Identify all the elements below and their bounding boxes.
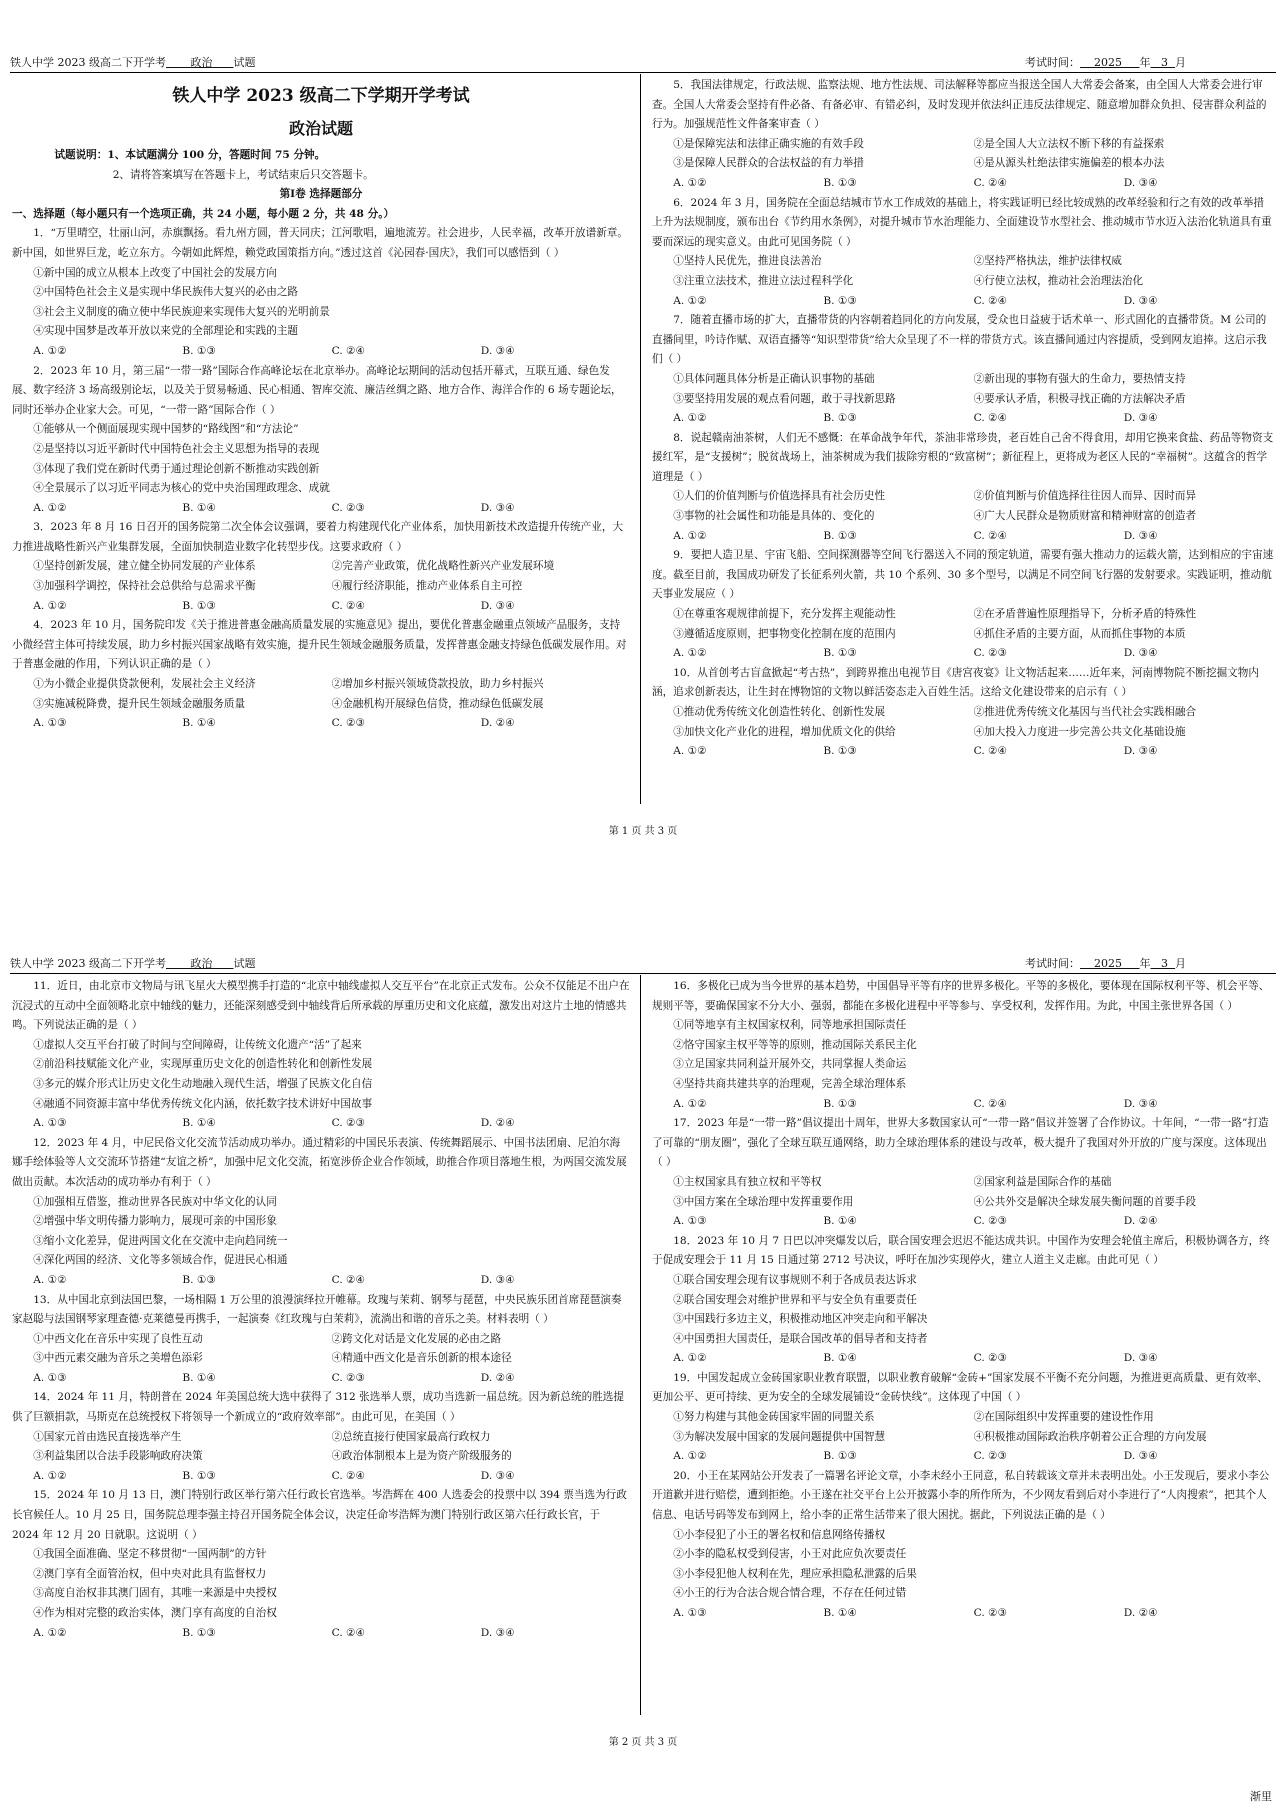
answer-choices: A. ①② B. ①③ C. ②④ D. ③④: [673, 745, 1158, 758]
exam-note-2: 2、请将答案填写在答题卡上，考试结束后只交答题卡。: [112, 168, 374, 181]
left-column: [12, 76, 630, 734]
page-footer: 第 2 页 共 3 页: [608, 1737, 678, 1748]
header-subject: 政治: [190, 56, 213, 69]
answer-choices: A. ①② B. ①③ C. ②④ D. ③④: [673, 176, 1158, 189]
question-12: 12．2023 年 4 月，中尼民俗文化交流节活动成功举办。通过精彩的中国民乐表演、传统舞蹈展示、中国书法团扇、尼泊尔海娜手绘体验等人文交流环节搭建“友谊之桥”，加强中尼文化交流，拓宽涉侨企业合作领域，助推合作项目落地生根，为两国交流发展做出贡献。本次活动的成功举办有利于（ ） ①加强相互借鉴，推动世界各民族对中华文化的认同 ②增强中华文明传播力影响力，展现可亲的中国形象 ③缩小文化差异，促进两国文化在交流中走向趋同统一 ④深化两国的经济、文化等多领域合作，促进民心相通 A. ①② B. ①③ C. ②④ D. ③④: [12, 1134, 630, 1291]
answer-choices: A. ①② B. ①③ C. ②④ D. ③④: [33, 1273, 515, 1286]
question-10: 10．从首创考古盲盒掀起“考古热”，到跨界推出电视节目《唐宫夜宴》让文物活起来……近年来，河南博物院不断挖掘文物内涵，追求创新表达，让生封在博物馆的文物以鲜活姿态走入百姓生活。这给文化建设带来的启示有（ ） ①推动优秀传统文化创造性转化、创新性发展 ②推进优秀传统文化基因与当代社会实践相融合 ③加快文化产业化的进程，增加优质文化的供给 ④加大投入力度进一步完善公共文化基础设施 A. ①② B. ①③ C. ②④ D. ③④: [652, 664, 1274, 762]
column-divider: [640, 975, 641, 1715]
header-left: 铁人中学 2023 级高二下开学考 政治 试题: [10, 56, 256, 69]
answer-choices: A. ①② B. ①③ C. ②④ D. ③④: [33, 344, 515, 357]
answer-choices: A. ①② B. ①③ C. ②④ D. ③④: [33, 599, 515, 612]
answer-choices: A. ①③ B. ①④ C. ②③ D. ②④: [33, 1117, 515, 1130]
question-5: 5．我国法律规定，行政法规、监察法规、地方性法规、司法解释等都应当报送全国人大常委会备案，由全国人大常委会进行审查。全国人大常委会坚持有件必备、有备必审、有错必纠，及时发现并依法纠正违反法律规定、随意增加群众负担、侵害群众利益的行为。加强规范性文件备案审查（ ） ①是保障宪法和法律正确实施的有效手段 ②是全国人大立法权不断下移的有益探索 ③是保障人民群众的合法权益的有力举措 ④是从源头杜绝法律实施偏差的根本办法 A. ①② B. ①③ C. ②④ D. ③④: [652, 76, 1274, 194]
page-1: [0, 0, 1286, 900]
header-time: 考试时间： 2025 年 3 月: [1025, 56, 1186, 69]
question-9: 9．要把人造卫星、宇宙飞船、空间探测器等空间飞行器送入不同的预定轨道，需要有强大推动力的运载火箭，达到相应的宇宙速度。截至目前，我国成功研发了长征系列火箭，共 10 个系列、30 多个型号，以满足不同空间飞行器的发射要求。实践证明，推动航天事业发展应（ ） ①在尊重客观规律前提下，充分发挥主观能动性 ②在矛盾普遍性原理指导下，分析矛盾的特殊性 ③遵循适度原则，把事物变化控制在度的范围内 ④抓住矛盾的主要方面，从而抓住事物的本质 A. ①② B. ①③ C. ②③ D. ③④: [652, 546, 1274, 664]
question-14: 14．2024 年 11 月，特朗普在 2024 年美国总统大选中获得了 312 张选举人票，成功当选新一届总统。因为新总统的胜选提供了巨额捐款，马斯克在总统授权下将领导一个新成立的“政府效率部”。由此可见，在美国（ ） ①国家元首由选民直接选举产生 ②总统直接行使国家最高行政权力 ③利益集团以合法手段影响政府决策 ④政治体制根本上是为资产阶级服务的 A. ①② B. ①③ C. ②④ D. ③④: [12, 1388, 630, 1486]
question-1: 1．“万里晴空，壮丽山河，赤旗飘扬。看九州方圆，普天同庆；江河歌唱，遍地流芳。社会进步，人民幸福，改革开放谱新章。新中国，如世界巨龙，屹立东方。今朝如此辉煌，赖党政国策指方向。”透过这首《沁园春·国庆》，我们可以感悟到（ ） ①新中国的成立从根本上改变了中国社会的发展方向 ②中国特色社会主义是实现中华民族伟大复兴的必由之路 ③社会主义制度的确立使中华民族迎来实现伟大复兴的光明前景 ④实现中国梦是改革开放以来党的全部理论和实践的主题 A. ①② B. ①③ C. ②④ D. ③④: [12, 224, 630, 361]
left-column: [12, 977, 630, 1643]
header-subject: 政治: [190, 957, 213, 970]
question-4: 4．2023 年 10 月，国务院印发《关于推进普惠金融高质量发展的实施意见》提出，要优化普惠金融重点领域产品服务，支持小微经营主体可持续发展，助力乡村振兴国家战略有效实施，提升民生领域金融服务质量，发挥普惠金融支持绿色低碳发展作用。对于普惠金融的作用，下列认识正确的是（ ） ①为小微企业提供贷款便利，发展社会主义经济 ②增加乡村振兴领域贷款投放，助力乡村振兴 ③实施减税降费，提升民生领域金融服务质量 ④金融机构开展绿色信贷，推动绿色低碳发展 A. ①③ B. ①④ C. ②③ D. ②④: [12, 616, 630, 734]
answer-choices: A. ①② B. ①④ C. ②③ D. ③④: [673, 1352, 1158, 1365]
page-header: [10, 54, 1276, 73]
question-7: 7．随着直播市场的扩大，直播带货的内容朝着趋同化的方向发展，受众也日益疲于话术单一、形式固化的直播带货。M 公司的直播间里，吟诗作赋、双语直播等“知识型带货”给大众呈现了不一样的带货方式。该直播间通过内容提质，受到网友追捧。这启示我们（ ） ①具体问题具体分析是正确认识事物的基础 ②新出现的事物有强大的生命力，要热情支持 ③要坚持用发展的观点看问题，敢于寻找新思路 ④要承认矛盾，积极寻找正确的方法解决矛盾 A. ①② B. ①③ C. ②④ D. ③④: [652, 311, 1274, 429]
question-16: 16．多极化已成为当今世界的基本趋势，中国倡导平等有序的世界多极化。平等的多极化，要体现在国际权利平等、机会平等、规则平等，要确保国家不分大小、强弱，都能在多极化进程中平等参与、享受权利，发挥作用。为此，中国主张世界各国（ ） ①同等地享有主权国家权利，同等地承担国际责任 ②恪守国家主权平等等的原则，推动国际关系民主化 ③立足国家共同利益开展外交，共同掌握人类命运 ④坚持共商共建共享的治理观，完善全球治理体系 A. ①② B. ①③ C. ②④ D. ③④: [652, 977, 1274, 1114]
question-20: 20．小王在某网站公开发表了一篇署名评论文章，小李未经小王同意，私自转载该文章并未表明出处。小王发现后，要求小李公开道歉并进行赔偿，遭到拒绝。小王遂在社交平台上公开披露小李的所作所为，不少网友看到后对小李进行了“人肉搜索”，把其个人信息、电话号码等发布到网上，给小李的正常生活带来了很大困扰。据此，下列说法正确的是（ ） ①小李侵犯了小王的署名权和信息网络传播权 ②小李的隐私权受到侵害，小王对此应负次要责任 ③小李侵犯他人权利在先，理应承担隐私泄露的后果 ④小王的行为合法合规合情合理，不存在任何过错 A. ①③ B. ①④ C. ②③ D. ②④: [652, 1467, 1274, 1624]
right-column: [652, 977, 1274, 1624]
part-heading: 一、选择题（每小题只有一个选项正确，共 24 小题，每小题 2 分，共 48 分。）: [12, 207, 395, 220]
question-15: 15．2024 年 10 月 13 日，澳门特别行政区举行第六任行政长官选举。岑浩辉在 400 人选委会的投票中以 394 票当选为行政长官候任人。10 月 25 日，国务院总理李强主持召开国务院全体会议，决定任命岑浩辉为澳门特别行政区第六任行政长官，于 2024 年 12 月 20 日就职。这说明（ ） ①我国全面准确、坚定不移贯彻“一国两制”的方针 ②澳门享有全面管治权，但中央对此具有监督权力 ③高度自治权非其澳门固有，其唯一来源是中央授权 ④作为相对完整的政治实体，澳门享有高度的自治权 A. ①② B. ①③ C. ②④ D. ③④: [12, 1486, 630, 1643]
corner-mark: 渐里: [1250, 1790, 1272, 1803]
answer-choices: A. ①② B. ①③ C. ②④ D. ③④: [33, 1626, 515, 1639]
header-left: 铁人中学 2023 级高二下开学考 政治 试题: [10, 957, 256, 970]
answer-choices: A. ①② B. ①③ C. ②④ D. ③④: [673, 1097, 1158, 1110]
answer-choices: A. ①② B. ①③ C. ②④ D. ③④: [673, 412, 1158, 425]
answer-choices: A. ①③ B. ①④ C. ②③ D. ②④: [33, 1371, 515, 1384]
answer-choices: A. ①② B. ①③ C. ②③ D. ③④: [673, 1450, 1158, 1463]
exam-note-1: 试题说明：1、本试题满分 100 分，答题时间 75 分钟。: [54, 149, 326, 161]
question-13: 13．从中国北京到法国巴黎，一场相隔 1 万公里的浪漫演绎拉开帷幕。玫瑰与茉莉、钢琴与琵琶，中央民族乐团首席琵琶演奏家赵聪与法国钢琴家理查德·克莱德曼再携手，一起演奏《红玫瑰与白茉莉》，流淌出和谐的音乐之美。材料表明（ ） ①中西文化在音乐中实现了良性互动 ②跨文化对话是文化发展的必由之路 ③中西元素交融为音乐之美增色添彩 ④精通中西文化是音乐创新的根本途径 A. ①③ B. ①④ C. ②③ D. ②④: [12, 1291, 630, 1389]
header-time: 考试时间： 2025 年 3 月: [1025, 957, 1186, 970]
question-8: 8．说起赣南油茶树，人们无不感慨：在革命战争年代，茶油非常珍贵，老百姓自己舍不得食用，却用它换来食盐、药品等物资支援红军，是“支援树”；脱贫战场上，油茶树成为我们拔除穷根的“致富树”；新征程上，更将成为老区人民的“幸福树”。这蕴含的哲学道理是（ ） ①人们的价值判断与价值选择具有社会历史性 ②价值判断与价值选择往往因人而异、因时而异 ③事物的社会属性和功能是具体的、变化的 ④广大人民群众是物质财富和精神财富的创造者 A. ①② B. ①③ C. ②④ D. ③④: [652, 429, 1274, 547]
answer-choices: A. ①② B. ①③ C. ②④ D. ③④: [33, 1469, 515, 1482]
question-2: 2．2023 年 10 月，第三届“一带一路”国际合作高峰论坛在北京举办。高峰论坛期间的活动包括开幕式，互联互通、绿色发展、数字经济 3 场高级别论坛，以及关于贸易畅通、民心相通、智库交流、廉洁丝绸之路、地方合作、海洋合作的 6 场专题论坛，同时还举办企业家大会。可见，“一带一路”国际合作（ ） ①能够从一个侧面展现实现中国梦的“路线图”和“方法论” ②是坚持以习近平新时代中国特色社会主义思想为指导的表现 ③体现了我们党在新时代勇于通过理论创新不断推动实践创新 ④全景展示了以习近平同志为核心的党中央治国理政理念、成就 A. ①② B. ①④ C. ②③ D. ③④: [12, 362, 630, 519]
answer-choices: A. ①② B. ①③ C. ②④ D. ③④: [673, 529, 1158, 542]
question-18: 18．2023 年 10 月 7 日巴以冲突爆发以后，联合国安理会迟迟不能达成共识。中国作为安理会轮值主席后，积极协调各方，终于促成安理会于 11 月 15 日通过第 2712 号决议，呼吁在加沙实现停火，建立人道主义走廊。由此可见（ ） ①联合国安理会现有议事规则不利于各成员表达诉求 ②联合国安理会对维护世界和平与安全负有重要责任 ③中国践行多边主义，积极推动地区冲突走向和平解决 ④中国勇担大国责任，是联合国改革的倡导者和支持者 A. ①② B. ①④ C. ②③ D. ③④: [652, 1232, 1274, 1369]
right-column: [652, 76, 1274, 762]
question-17: 17．2023 年是“一带一路”倡议提出十周年，世界大多数国家认可“一带一路”倡议并签署了合作协议。十年间，“一带一路”打造了可靠的“朋友圈”，强化了全球互联互通网络，助力全球治理体系的建设与改革，极大提升了我国对外开放的广度与深度。这体现出（ ） ①主权国家具有独立权和平等权 ②国家利益是国际合作的基础 ③中国方案在全球治理中发挥重要作用 ④公共外交是解决全球发展失衡问题的首要手段 A. ①③ B. ①④ C. ②③ D. ②④: [652, 1114, 1274, 1232]
page-footer: 第 1 页 共 3 页: [608, 826, 678, 837]
question-6: 6．2024 年 3 月，国务院在全面总结城市节水工作成效的基础上，将实践证明已经比较成熟的改革经验和行之有效的改革举措上升为法规制度，颁布出台《节约用水条例》，对提升城市节水治理能力、全面建设节水型社会、推动城市节水迈入法治化轨道具有重要而深远的现实意义。由此可见国务院（ ） ①坚持人民优先，推进良法善治 ②坚持严格执法，维护法律权威 ③注重立法技术，推进立法过程科学化 ④行使立法权，推动社会治理法治化 A. ①② B. ①③ C. ②④ D. ③④: [652, 194, 1274, 312]
question-11: 11．近日，由北京市文物局与讯飞星火大模型携手打造的“北京中轴线虚拟人交互平台”在北京正式发布。公众不仅能足不出户在沉浸式的互动中全面领略北京中轴线的魅力，还能深刻感受到中轴线背后所承载的厚重历史和文化底蕴，激发出对这片土地的情感共鸣。下列说法正确的是（ ） ①虚拟人交互平台打破了时间与空间障碍，让传统文化遗产“活”了起来 ②前沿科技赋能文化产业，实现厚重历史文化的创造性转化和创新性发展 ③多元的媒介形式让历史文化生动地融入现代生活，增强了民族文化自信 ④融通不同资源丰富中华优秀传统文化内涵，依托数字技术讲好中国故事 A. ①③ B. ①④ C. ②③ D. ②④: [12, 977, 630, 1134]
question-19: 19．中国发起成立金砖国家职业教育联盟，以职业教育破解“金砖+”国家发展不平衡不充分问题，为推进更高质量、更有效率、更加公平、更可持续、更为安全的全球发展铺设“金砖快线”。这体现了中国（ ） ①努力构建与其他金砖国家牢固的同盟关系 ②在国际组织中发挥重要的建设性作用 ③为解决发展中国家的发展问题提供中国智慧 ④积极推动国际政治秩序朝着公正合理的方向发展 A. ①② B. ①③ C. ②③ D. ③④: [652, 1369, 1274, 1467]
answer-choices: A. ①② B. ①③ C. ②③ D. ③④: [673, 647, 1158, 660]
page-2: [0, 955, 1286, 1814]
answer-choices: A. ①③ B. ①④ C. ②③ D. ②④: [33, 717, 515, 730]
answer-choices: A. ①③ B. ①④ C. ②③ D. ②④: [673, 1607, 1158, 1619]
column-divider: [640, 74, 641, 804]
answer-choices: A. ①② B. ①④ C. ②③ D. ③④: [33, 501, 515, 514]
section-heading: 第Ⅰ卷 选择题部分: [279, 188, 363, 201]
exam-title: 铁人中学 2023 级高二下学期开学考试: [172, 86, 470, 106]
question-3: 3．2023 年 8 月 16 日召开的国务院第二次全体会议强调，要着力构建现代化产业体系，加快用新技术改造提升传统产业，大力推进战略性新兴产业集群发展，全面加快制造业数字化转型步伐。这要求政府（ ） ①坚持创新发展，建立健全协同发展的产业体系 ②完善产业政策，优化战略性新兴产业发展环境 ③加强科学调控，保持社会总供给与总需求平衡 ④履行经济职能，推动产业体系自主可控 A. ①② B. ①③ C. ②④ D. ③④: [12, 518, 630, 616]
exam-subtitle: 政治试题: [288, 119, 353, 138]
answer-choices: A. ①③ B. ①④ C. ②③ D. ②④: [673, 1215, 1158, 1228]
answer-choices: A. ①② B. ①③ C. ②④ D. ③④: [673, 294, 1158, 307]
page-header: [10, 955, 1276, 974]
